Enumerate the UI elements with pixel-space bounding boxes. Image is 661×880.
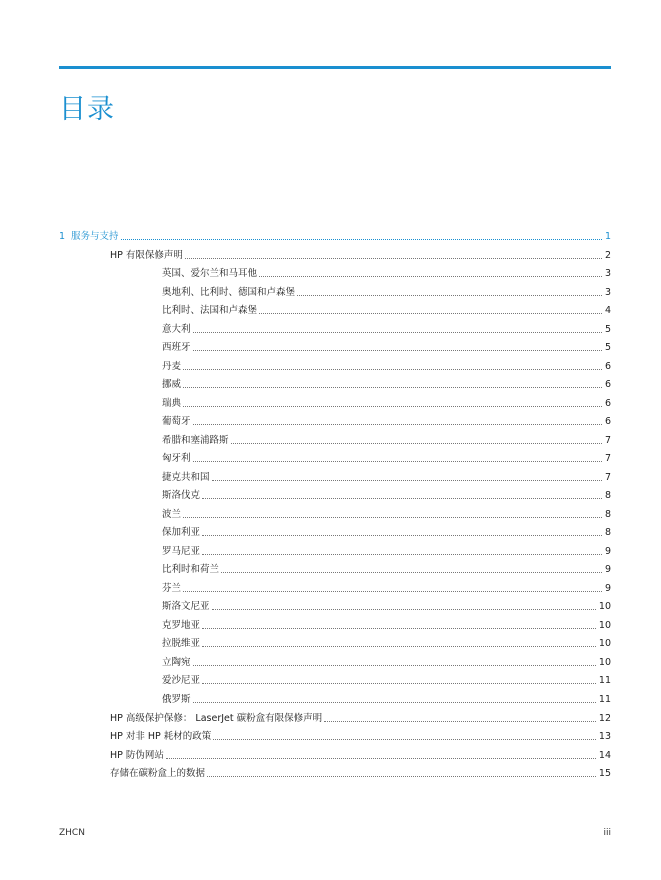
toc-subentry[interactable]	[162, 359, 611, 373]
toc-page-number: 11	[598, 694, 611, 705]
toc-leader	[193, 332, 602, 333]
toc-subentry[interactable]	[162, 692, 611, 706]
toc-page-number: 1	[604, 231, 611, 242]
toc-leader	[183, 591, 602, 592]
toc-leader	[259, 276, 602, 277]
toc-page-number: 9	[604, 583, 611, 594]
toc-leader	[221, 572, 602, 573]
toc-entry-title: 奥地利、比利时、德国和卢森堡	[162, 287, 296, 298]
toc-leader	[231, 443, 602, 444]
toc-subentry[interactable]	[162, 618, 611, 632]
toc-chapter-title: 服务与支持	[71, 231, 119, 242]
toc-leader	[183, 406, 602, 407]
toc-entry-title: 丹麦	[162, 361, 182, 372]
toc-entry-title: 英国、爱尔兰和马耳他	[162, 268, 258, 279]
toc-entry-title: 比利时、法国和卢森堡	[162, 305, 258, 316]
toc-chapter-number: 1	[59, 231, 66, 242]
toc-entry-title: 意大利	[162, 324, 191, 335]
toc-page-number: 14	[598, 750, 611, 761]
toc-leader	[183, 369, 602, 370]
toc-page-number: 5	[604, 342, 611, 353]
toc-subentry[interactable]	[162, 451, 611, 465]
toc-page-number: 3	[604, 268, 611, 279]
toc-subentry[interactable]	[162, 581, 611, 595]
toc-subentry[interactable]	[162, 673, 611, 687]
toc-leader	[202, 498, 602, 499]
toc-leader	[202, 683, 596, 684]
toc-leader	[166, 758, 596, 759]
toc-leader	[297, 295, 602, 296]
toc-leader	[183, 517, 602, 518]
toc-entry-title: 保加利亚	[162, 527, 201, 538]
page-title: 目录	[59, 94, 115, 126]
toc-subentry[interactable]	[162, 377, 611, 391]
toc-page-number: 10	[598, 657, 611, 668]
toc-page-number: 13	[598, 731, 611, 742]
toc-page-number: 6	[604, 361, 611, 372]
toc-page-number: 2	[604, 250, 611, 261]
toc-entry-title: 芬兰	[162, 583, 182, 594]
toc-leader	[202, 554, 602, 555]
toc-subentry[interactable]	[162, 655, 611, 669]
toc-entry-title: 立陶宛	[162, 657, 191, 668]
toc-entry-title: 存储在碳粉盒上的数据	[110, 768, 206, 779]
toc-leader	[193, 350, 602, 351]
toc-subentry[interactable]	[162, 562, 611, 576]
toc-leader	[193, 665, 596, 666]
toc-page-number: 3	[604, 287, 611, 298]
toc-entry-cartridge-data[interactable]	[110, 766, 611, 780]
toc-page-number: 4	[604, 305, 611, 316]
toc-entry-title: 罗马尼亚	[162, 546, 201, 557]
toc-entry-title: 葡萄牙	[162, 416, 191, 427]
toc-subentry[interactable]	[162, 488, 611, 502]
toc-subentry[interactable]	[162, 414, 611, 428]
toc-entry-title: HP 有限保修声明	[110, 250, 183, 261]
toc-subentry[interactable]	[162, 507, 611, 521]
toc-subentry[interactable]	[162, 636, 611, 650]
toc-subentry[interactable]	[162, 396, 611, 410]
toc-page-number: 5	[604, 324, 611, 335]
toc-page-number: 9	[604, 546, 611, 557]
toc-entry-title: 捷克共和国	[162, 472, 210, 483]
toc-page-number: 9	[604, 564, 611, 575]
toc-entry-title: 波兰	[162, 509, 182, 520]
toc-subentry[interactable]	[162, 599, 611, 613]
toc-entry-title: 斯洛文尼亚	[162, 601, 210, 612]
toc-subentry[interactable]	[162, 322, 611, 336]
toc-entry-title: 希腊和塞浦路斯	[162, 435, 229, 446]
toc-subentry[interactable]	[162, 285, 611, 299]
toc-page-number: 10	[598, 638, 611, 649]
toc-leader	[121, 239, 602, 240]
toc-entry-title: 爱沙尼亚	[162, 675, 201, 686]
toc-entry-title: HP 防伪网站	[110, 750, 164, 761]
toc-leader	[207, 776, 596, 777]
toc-page-number: 10	[598, 601, 611, 612]
toc-entry-title: HP 对非 HP 耗材的政策	[110, 731, 212, 742]
footer-page-number: iii	[603, 828, 611, 838]
toc-entry-non-hp-supplies-policy[interactable]	[110, 729, 611, 743]
toc-subentry[interactable]	[162, 470, 611, 484]
toc-page-number: 8	[604, 490, 611, 501]
toc-subentry[interactable]	[162, 266, 611, 280]
toc-leader	[202, 535, 602, 536]
toc-subentry[interactable]	[162, 544, 611, 558]
toc-leader	[212, 480, 602, 481]
toc-leader	[324, 721, 596, 722]
toc-subentry[interactable]	[162, 340, 611, 354]
toc-leader	[202, 646, 596, 647]
toc-entry-title: 斯洛伐克	[162, 490, 201, 501]
toc-entry-title: 西班牙	[162, 342, 191, 353]
toc-page-number: 10	[598, 620, 611, 631]
toc-page-number: 6	[604, 416, 611, 427]
toc-subentry[interactable]	[162, 303, 611, 317]
toc-entry-hp-limited-warranty[interactable]	[110, 248, 611, 262]
toc-entry-title: 拉脱维亚	[162, 638, 201, 649]
toc-entry-title: 克罗地亚	[162, 620, 201, 631]
toc-subentry[interactable]	[162, 525, 611, 539]
toc-leader	[183, 387, 602, 388]
toc-entry-title: 比利时和荷兰	[162, 564, 220, 575]
toc-entry-title: HP 高级保护保修： LaserJet 碳粉盒有限保修声明	[110, 713, 323, 724]
toc-entry-title: 瑞典	[162, 398, 182, 409]
toc-page-number: 12	[598, 713, 611, 724]
toc-page-number: 8	[604, 527, 611, 538]
toc-page-number: 7	[604, 435, 611, 446]
toc-leader	[213, 739, 596, 740]
toc-leader	[193, 461, 602, 462]
toc-entry-title: 俄罗斯	[162, 694, 191, 705]
toc-entry-title: 匈牙利	[162, 453, 191, 464]
title-rule	[59, 66, 611, 69]
toc-page-number: 8	[604, 509, 611, 520]
toc-page-number: 7	[604, 453, 611, 464]
toc-page-number: 6	[604, 398, 611, 409]
footer-locale: ZHCN	[59, 828, 85, 838]
toc-entry-hp-premium-protection-warranty[interactable]	[110, 711, 611, 725]
toc-page-number: 7	[604, 472, 611, 483]
toc-leader	[193, 702, 596, 703]
toc-chapter-1[interactable]	[59, 229, 611, 243]
toc-leader	[185, 258, 602, 259]
toc-entry-title: 挪威	[162, 379, 182, 390]
toc-leader	[212, 609, 596, 610]
toc-leader	[259, 313, 602, 314]
toc-page-number: 11	[598, 675, 611, 686]
toc-page-number: 6	[604, 379, 611, 390]
toc-subentry[interactable]	[162, 433, 611, 447]
toc-entry-anticounterfeit-website[interactable]	[110, 748, 611, 762]
toc-leader	[193, 424, 602, 425]
toc-page-number: 15	[598, 768, 611, 779]
toc-leader	[202, 628, 596, 629]
